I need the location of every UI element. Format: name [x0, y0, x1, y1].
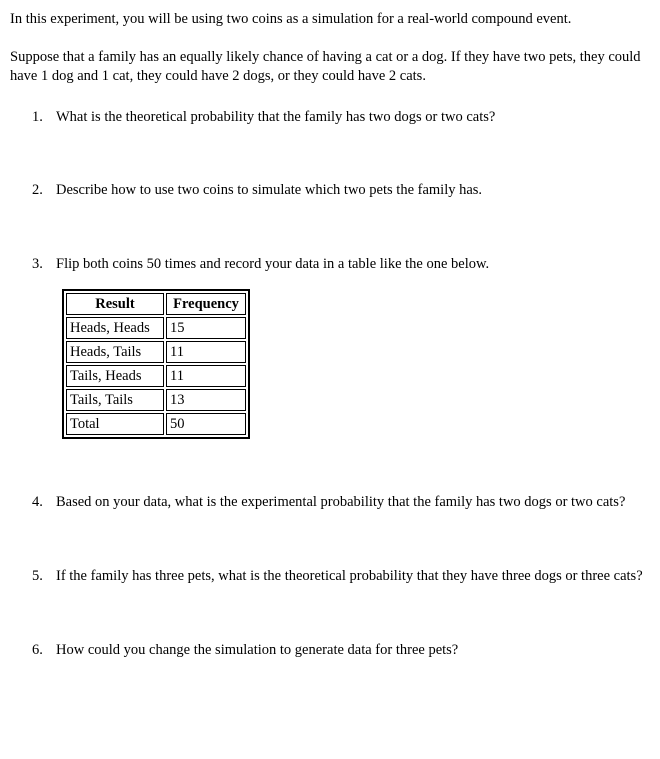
- question-1: [10, 108, 644, 127]
- question-5: [10, 567, 644, 586]
- frequency-cell: 15: [166, 317, 246, 339]
- table-row: [66, 341, 246, 363]
- question-2-number: 2.: [32, 182, 43, 198]
- table-header-frequency: Frequency: [166, 293, 246, 315]
- result-cell: Total: [66, 413, 164, 435]
- question-2-text: Describe how to use two coins to simulate which two pets the family has.: [56, 182, 483, 198]
- frequency-cell: 11: [166, 341, 246, 363]
- worksheet-page: [10, 10, 644, 660]
- table-row: [66, 365, 246, 387]
- question-4-text: Based on your data, what is the experimental probability that the family has two dogs or two cats?: [56, 494, 626, 510]
- question-6: [10, 641, 644, 660]
- question-3-number: 3.: [32, 256, 43, 272]
- question-1-text: What is the theoretical probability that the family has two dogs or two cats?: [56, 109, 496, 125]
- table-header-row: [66, 293, 246, 315]
- question-5-number: 5.: [32, 568, 43, 584]
- question-1-number: 1.: [32, 109, 43, 125]
- result-cell: Heads, Heads: [66, 317, 164, 339]
- question-6-text: How could you change the simulation to generate data for three pets?: [56, 642, 459, 658]
- question-2: [10, 181, 644, 200]
- question-3-text: Flip both coins 50 times and record your data in a table like the one below.: [56, 256, 490, 272]
- table-row-total: [66, 413, 246, 435]
- result-cell: Tails, Tails: [66, 389, 164, 411]
- table-row: [66, 317, 246, 339]
- intro-paragraph: In this experiment, you will be using two coins as a simulation for a real-world compound event.: [10, 11, 572, 27]
- question-3: [10, 255, 644, 274]
- question-4-number: 4.: [32, 494, 43, 510]
- frequency-cell: 13: [166, 389, 246, 411]
- result-cell: Heads, Tails: [66, 341, 164, 363]
- question-5-text: If the family has three pets, what is the theoretical probability that they have three dogs or three cats?: [56, 568, 643, 584]
- table-header-result: Result: [66, 293, 164, 315]
- result-cell: Tails, Heads: [66, 365, 164, 387]
- frequency-cell: 11: [166, 365, 246, 387]
- question-6-number: 6.: [32, 642, 43, 658]
- scenario-paragraph: Suppose that a family has an equally likely chance of having a cat or a dog. If they have two pets, they could have 1 dog and 1 cat, they could have 2 dogs, or they could have 2 cats.: [10, 49, 641, 84]
- frequency-cell: 50: [166, 413, 246, 435]
- question-4: [10, 493, 644, 512]
- frequency-table: [62, 289, 250, 439]
- frequency-table-container: [62, 289, 644, 439]
- table-row: [66, 389, 246, 411]
